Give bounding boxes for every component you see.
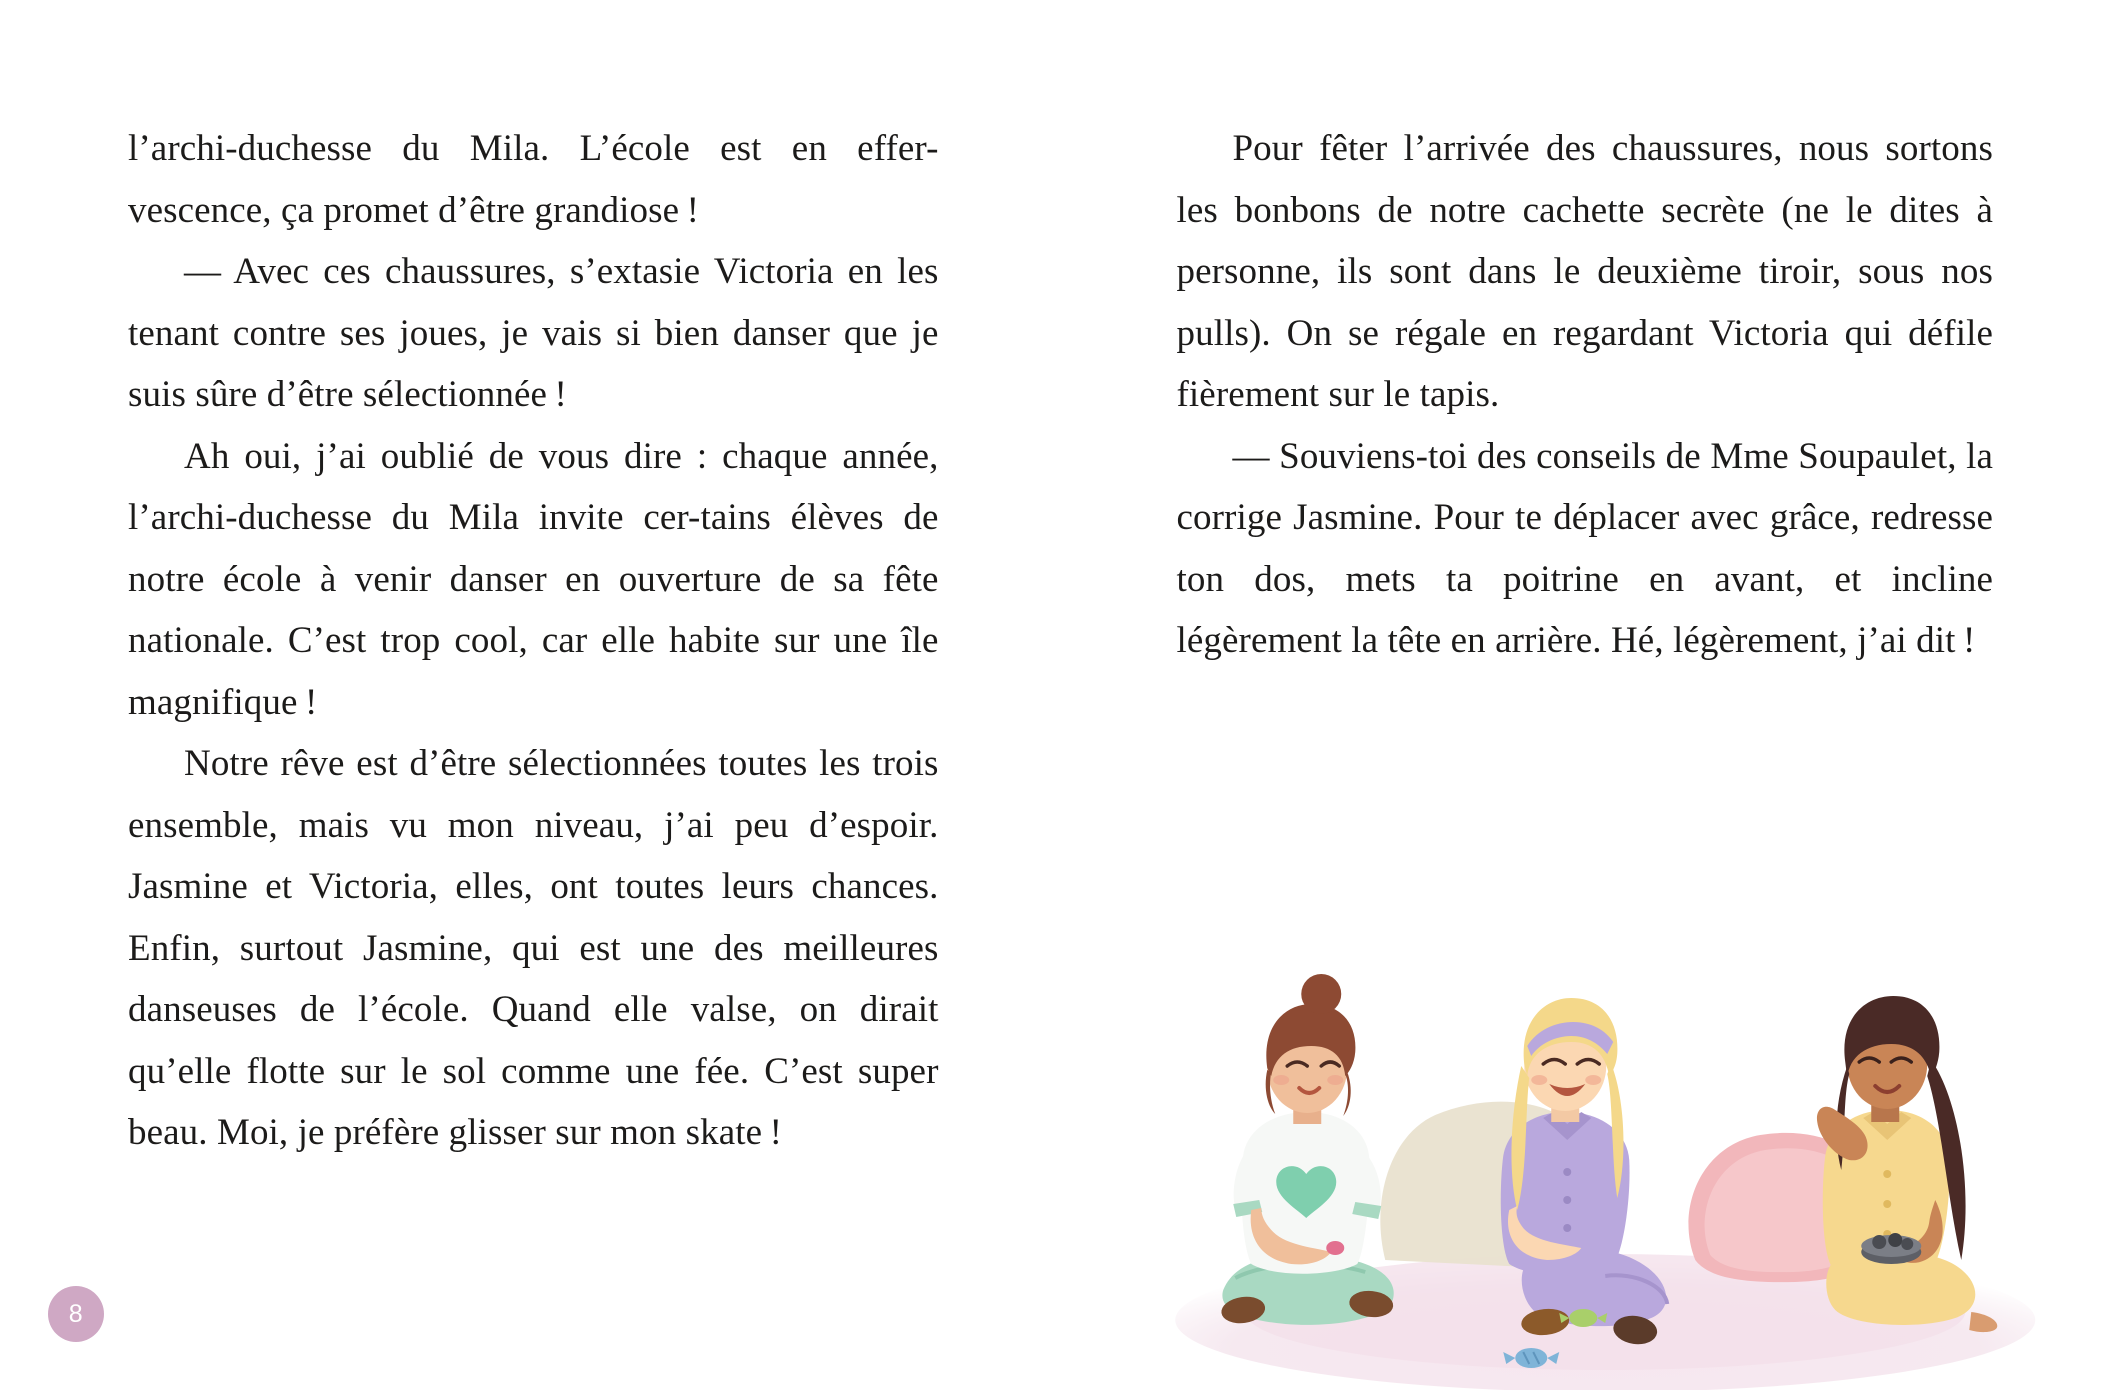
girl-left (1219, 974, 1394, 1326)
paragraph-continuation: l’archi-duchesse du Mila. L’école est en effer-vescence, ça promet d’être grandiose ! (128, 128, 939, 231)
girl-center (1500, 998, 1666, 1347)
candy-blue (1515, 1348, 1547, 1368)
right-text-column (1177, 118, 1994, 672)
right-page (1057, 0, 2113, 1400)
left-text-column (128, 118, 939, 1164)
girl-right (1816, 996, 1996, 1332)
paragraph-dialogue-victoria: — Avec ces chaussures, s’extasie Victoria en les tenant contre ses joues, je vais si bien danser que je suis sûre d’être sélectionnée ! (128, 251, 939, 415)
page-number-badge: 8 (48, 1286, 104, 1342)
paragraph-dialogue-jasmine: — Souviens-toi des conseils de Mme Soupaulet, la corrige Jasmine. Pour te déplacer avec grâce, redresse ton dos, mets ta poitrine en avant, et incline légèrement la tête en arrière. Hé, légèrement, j’ai dit ! (1176, 435, 1993, 661)
three-girls-pyjama-party-illustration (1117, 960, 2094, 1390)
paragraph-reve: Notre rêve est d’être sélectionnées toutes les trois ensemble, mais vu mon niveau, j’ai peu d’espoir. Jasmine et Victoria, elles, ont toutes leurs chances. Enfin, surtout Jasmine, qui est une des meilleures danseuses de l’école. Quand elle valse, on dirait qu’elle flotte sur le sol comme une fée. C’est super beau. Moi, je préfère glisser sur mon skate ! (128, 743, 939, 1153)
paragraph-bonbons: Pour fêter l’arrivée des chaussures, nous sortons les bonbons de notre cachette secrète (ne le dites à personne, ils sont dans le deuxième tiroir, sous nos pulls). On se régale en regardant Victoria qui défile fièrement sur le tapis. (1176, 128, 1993, 415)
candy-green (1569, 1309, 1597, 1327)
paragraph-archiduchesse: Ah oui, j’ai oublié de vous dire : chaque année, l’archi-duchesse du Mila invite cer-tains élèves de notre école à venir danser en ouverture de sa fête nationale. C’est trop cool, car elle habite sur une île magnifique ! (128, 435, 939, 723)
